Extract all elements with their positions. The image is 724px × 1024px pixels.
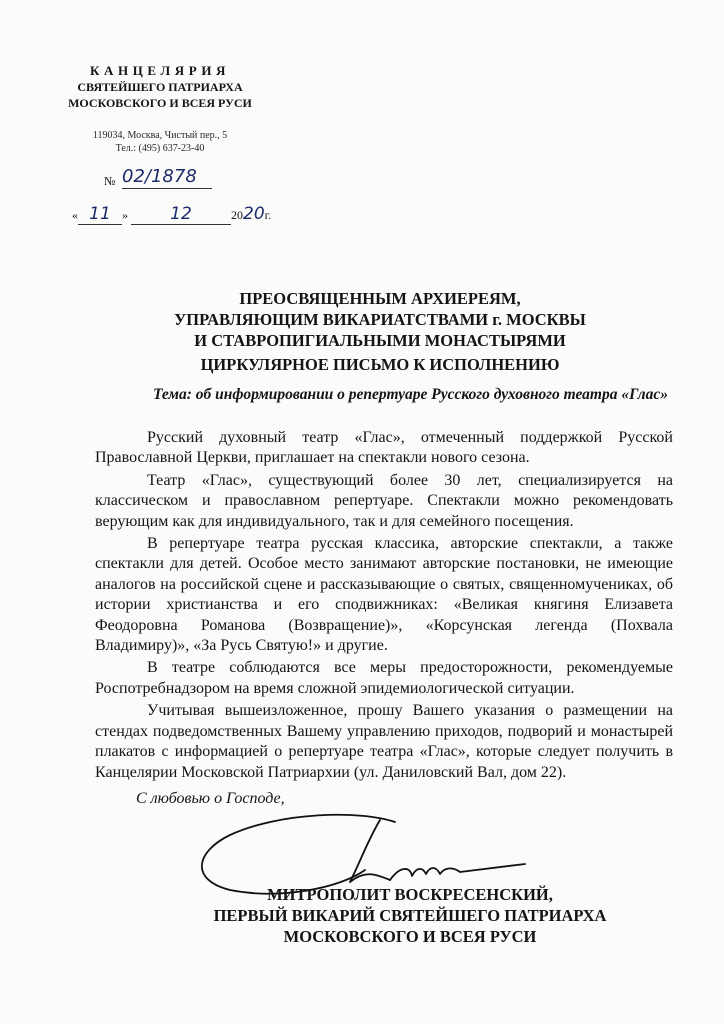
addressee-line2: УПРАВЛЯЮЩИМ ВИКАРИАТСТВАМИ г. МОСКВЫ [174,310,586,329]
date-year-prefix: 20 [231,208,243,222]
letter-body [95,428,673,785]
paragraph-2: Театр «Глас», существующий более 30 лет, специализируется на классическом и православном репертуаре. Спектакли можно рекомендовать верующим как для индивидуального, так и для семейного посещения. [95,471,673,530]
signatory-line3: МОСКОВСКОГО И ВСЕЯ РУСИ [283,927,537,946]
letterhead-phone: Тел.: (495) 637-23-40 [115,143,205,154]
closing-phrase: С любовью о Господе, [136,790,285,807]
reg-number-value: 02/1878 [122,166,212,189]
date-month: 12 [131,204,231,225]
signatory-line2: ПЕРВЫЙ ВИКАРИЙ СВЯТЕЙШЕГО ПАТРИАРХА [213,906,607,925]
letterhead-line2: СВЯТЕЙШЕГО ПАТРИАРХА [77,80,243,94]
letterhead-title: КАНЦЕЛЯРИЯ [89,63,231,78]
signatory-line1: МИТРОПОЛИТ ВОСКРЕСЕНСКИЙ, [267,885,553,904]
topic-line: Тема: об информировании о репертуаре Русского духовного театра «Глас» [152,386,668,403]
letterhead [40,62,280,155]
date-day: 11 [78,204,122,225]
reg-date [72,204,271,225]
circular-title: ЦИРКУЛЯРНОЕ ПИСЬМО К ИСПОЛНЕНИЮ [200,355,560,374]
letterhead-line3: МОСКОВСКОГО И ВСЕЯ РУСИ [68,96,252,110]
letterhead-address: 119034, Москва, Чистый пер., 5 [92,130,228,141]
addressee-line3: И СТАВРОПИГИАЛЬНЫМИ МОНАСТЫРЯМИ [194,331,566,350]
reg-number-label: № [104,174,116,188]
paragraph-3: В репертуаре театра русская классика, авторские спектакли, а также спектакли для детей. Особое место занимают авторские постановки, не имеющие аналогов на российской сцене и рассказывающие о святых, священномучениках, об истории христианства и его сподвижниках: «Великая княгиня Елизавета Феодоровна Романова (Возвращение)», «Корсунская легенда (Похвала Владимиру)», «За Русь Святую!» и другие. [95,535,673,655]
signatory-block [150,884,670,947]
paragraph-1: Русский духовный театр «Глас», отмеченный поддержкой Русской Православной Церкви, приглашает на спектакли нового сезона. [95,429,673,467]
addressee-line1: ПРЕОСВЯЩЕННЫМ АРХИЕРЕЯМ, [239,289,521,308]
paragraph-5: Учитывая вышеизложенное, прошу Вашего указания о размещении на стендах подведомственных Вашему управлению приходов, подворий и монастырей плакатов с информацией о репертуаре театра «Глас», которые следует получить в Канцелярии Московской Патриархии (ул. Даниловский Вал, дом 22). [95,702,673,781]
date-open-quote: « [72,208,78,222]
paragraph-4: В театре соблюдаются все меры предосторожности, рекомендуемые Роспотребнадзором на время сложной эпидемиологической ситуации. [95,659,673,697]
addressee-block [120,288,640,351]
date-close-quote: » [122,208,128,222]
date-year-suffix: 20 [243,204,265,224]
date-year-end: г. [264,208,272,222]
